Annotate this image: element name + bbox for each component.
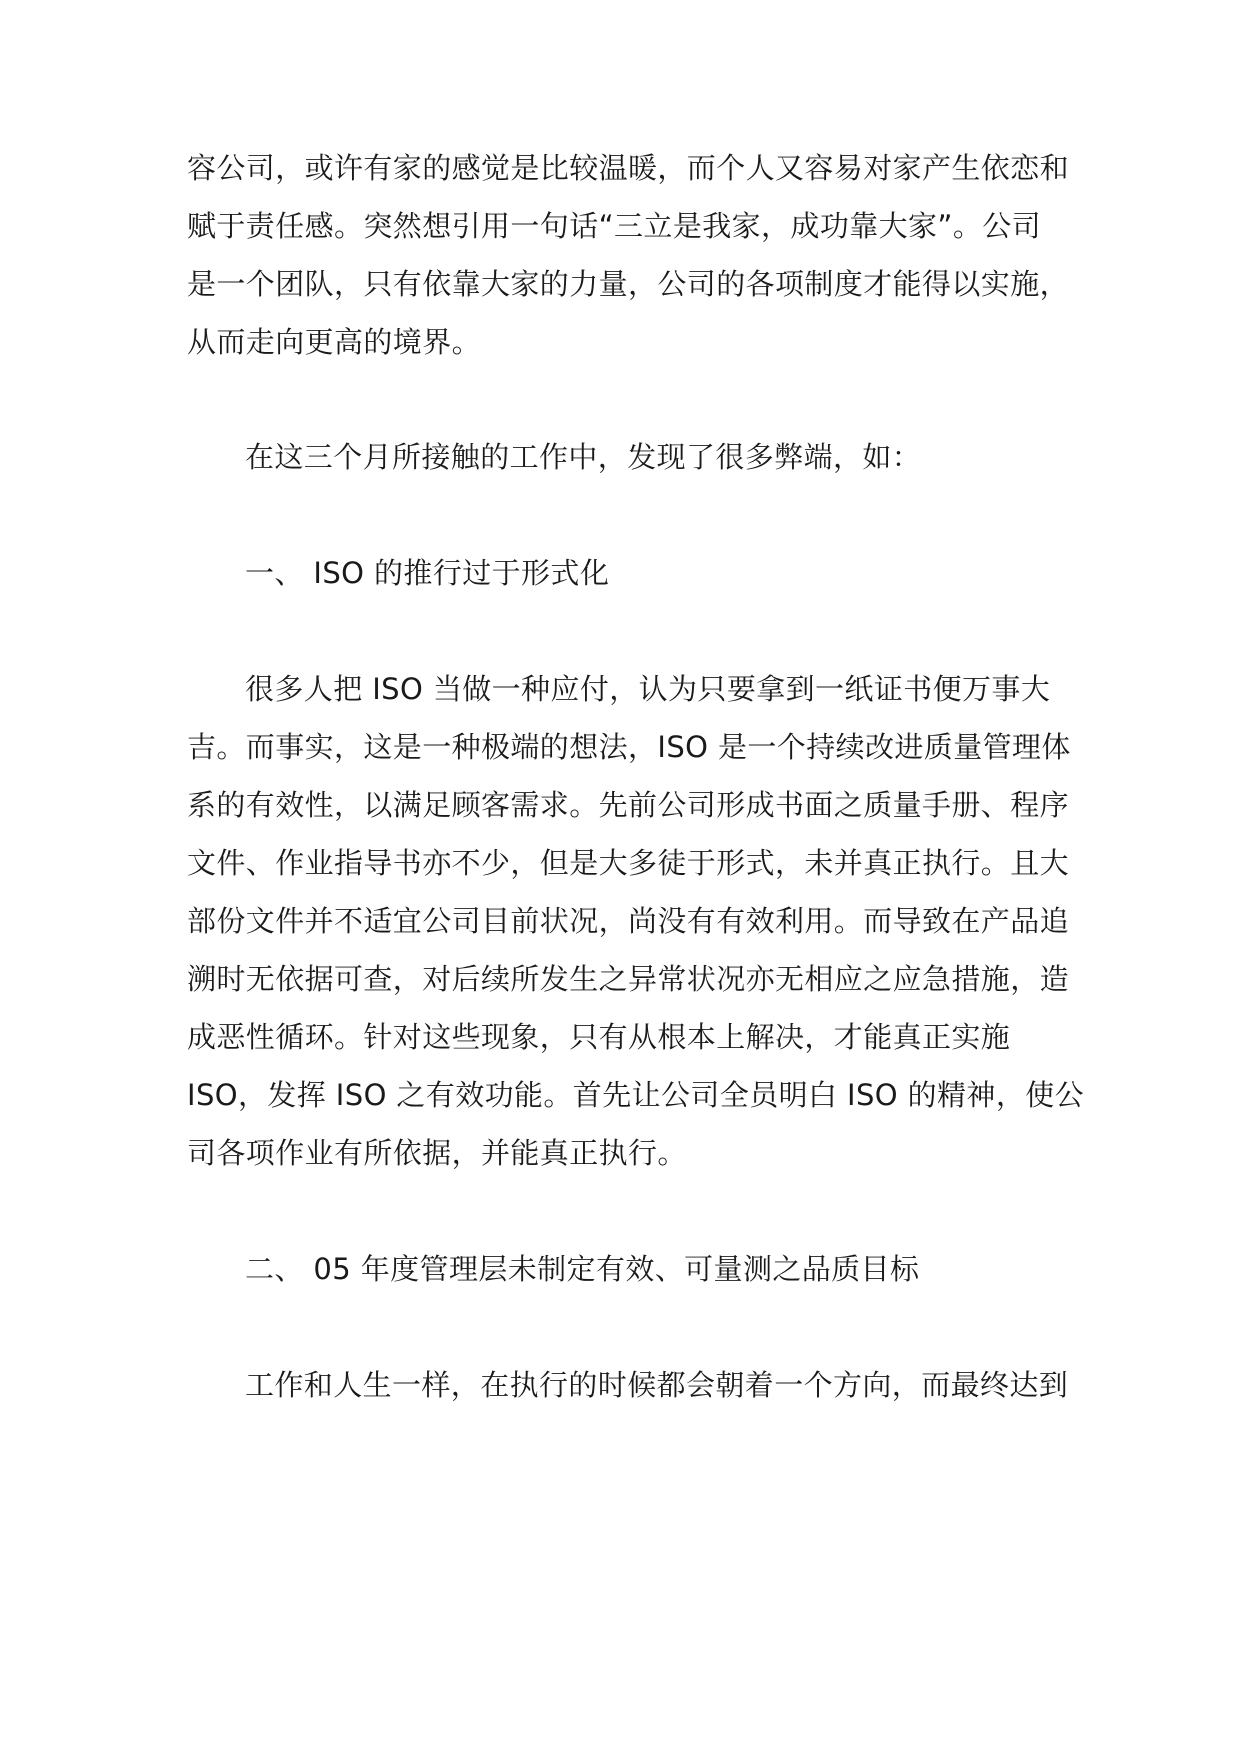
paragraph-1-line-4: 从而走向更高的境界。 [187, 325, 482, 359]
paragraph-3-line-3: 系的有效性，以满足顾客需求。先前公司形成书面之质量手册、程序 [187, 788, 1070, 822]
paragraph-4-line-1: 工作和人生一样，在执行的时候都会朝着一个方向，而最终达到 [245, 1368, 1069, 1402]
paragraph-3-line-8: ISO，发挥 ISO 之有效功能。首先让公司全员明白 ISO 的精神，使公 [187, 1078, 1085, 1112]
paragraph-1-line-1: 容公司，或许有家的感觉是比较温暖，而个人又容易对家产生依恋和 [187, 151, 1070, 185]
paragraph-1-line-2: 赋于责任感。突然想引用一句话“三立是我家，成功靠大家”。公司 [187, 209, 1042, 243]
paragraph-3-line-9: 司各项作业有所依据，并能真正执行。 [187, 1136, 687, 1170]
paragraph-3-line-1: 很多人把 ISO 当做一种应付，认为只要拿到一纸证书便万事大 [245, 672, 1051, 706]
section-heading-1: 一、 ISO 的推行过于形式化 [245, 556, 610, 590]
paragraph-3-line-2: 吉。而事实，这是一种极端的想法，ISO 是一个持续改进质量管理体 [187, 730, 1071, 764]
paragraph-3-line-7: 成恶性循环。针对这些现象，只有从根本上解决，才能真正实施 [187, 1020, 1011, 1054]
paragraph-3-line-4: 文件、作业指导书亦不少，但是大多徒于形式，未并真正执行。且大 [187, 846, 1070, 880]
paragraph-3-line-5: 部份文件并不适宜公司目前状况，尚没有有效利用。而导致在产品追 [187, 904, 1070, 938]
paragraph-3-line-6: 溯时无依据可查，对后续所发生之异常状况亦无相应之应急措施，造 [187, 962, 1070, 996]
section-heading-2: 二、 05 年度管理层未制定有效、可量测之品质目标 [245, 1252, 920, 1286]
paragraph-2-line-1: 在这三个月所接触的工作中，发现了很多弊端，如： [245, 440, 922, 474]
paragraph-1-line-3: 是一个团队，只有依靠大家的力量，公司的各项制度才能得以实施， [187, 267, 1070, 301]
